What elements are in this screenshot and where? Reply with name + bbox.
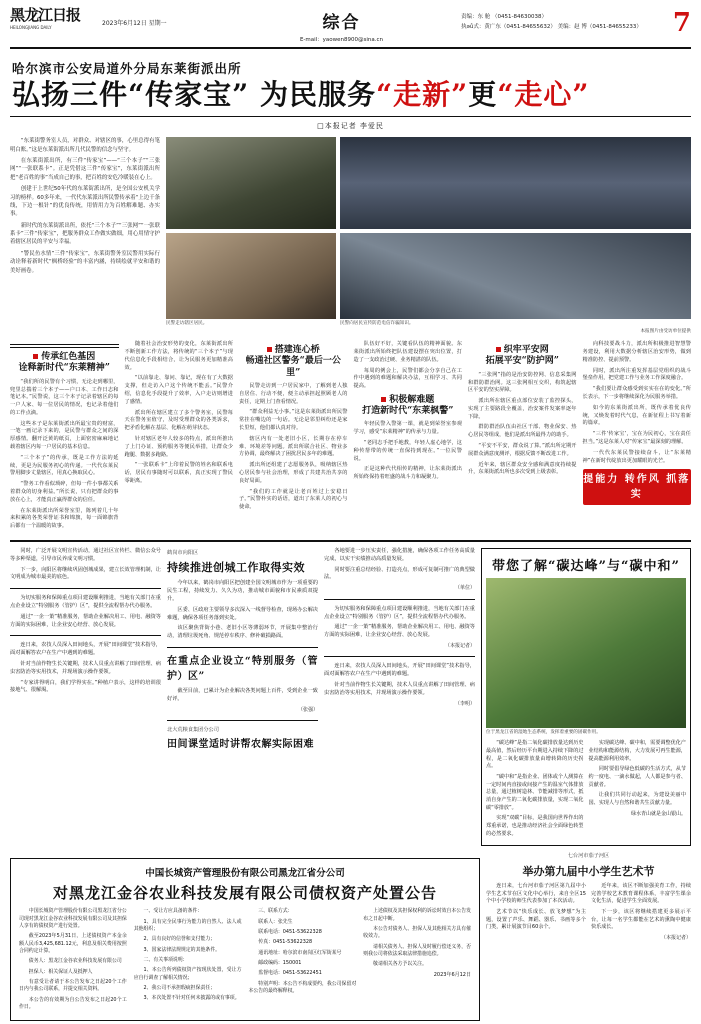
- body-paragraph: 针对辖区老年人较多的特点，派出所推出了上门办证、预约服务等便民举措，让群众少跑腿、数据多跑路。: [124, 435, 233, 458]
- arts-festival-article: [486, 852, 691, 1021]
- body-paragraph: “群众利益无小事。”这是东莱街派出所民警常挂在嘴边的一句话。无论是邻里纠纷还是家长里短，他们都认真对待。: [239, 409, 348, 431]
- notice-paragraph: 三、联系方式：: [258, 908, 293, 915]
- subhead-line-2: 诠释新时代“东莱精神”: [18, 363, 110, 374]
- body-paragraph: 通过“一企一策”精准服务，帮助企业解决用工、用电、融资等方面的实际困难，让企业安心经营、放心发展。: [10, 613, 161, 628]
- arts-column-right: [591, 883, 691, 942]
- notice-paragraph: 债务人：黑龙江金谷农业科技发展有限公司: [28, 958, 122, 965]
- lead-story-columns: [10, 341, 691, 534]
- subhead-line-2: 拓展平安“防护网”: [485, 356, 559, 367]
- body-paragraph: 为切实服务和保障重点项目建设顺利推进，当地有关部门在重点企业设立“特别服务（管护）区”，提供全流程帮办代办服务。: [324, 605, 475, 620]
- body-paragraph: 针对当前作物生长关键期，技术人员重点讲解了田间管理、病虫害防治等实用技术，并现场演示操作要领。: [10, 661, 161, 675]
- body-paragraph: “我们的工作就是让老百姓过上安稳日子。”民警朴实的话语，道出了东莱人的初心与使命。: [239, 488, 348, 511]
- body-paragraph: 派出所在辖区重点部位安装了监控探头，实现了主要路段全覆盖，治安案件发案率逐年下降。: [468, 398, 577, 420]
- body-paragraph: 连日来，七台河市茄子河区第九届中小学生艺术节在区文化中心举行，来自全区15个中小学校的师生代表参加了本次活动。: [486, 883, 586, 905]
- notice-column-1: [19, 908, 127, 1014]
- body-paragraph: 正是这种代代相传的精神，让东莱街派出所始终保持着旺盛的战斗力和凝聚力。: [353, 466, 462, 481]
- photo-wetland: [486, 578, 686, 728]
- body-paragraph: 队伍好不好，关键看队伍的精神面貌。东莱街派出所始终把队伍建设摆在突出位置，打造了一支政治过硬、业务精湛的队伍。: [353, 341, 462, 363]
- subhead-line-1: 传承红色基因: [41, 352, 96, 363]
- notice-paragraph: 特别声明：本公告不构成要约，我公司保留对本公告的最终解释权。: [248, 980, 357, 995]
- body-paragraph: 年轻民警入警第一课，就是到荣誉室参观学习，感受“东莱精神”的传承与力量。: [353, 421, 462, 436]
- story-column-3: [239, 341, 348, 534]
- mid-column-1: [10, 548, 161, 846]
- notice-paragraph: 上述债权及其担保权利的诉讼时效自本公告发布之日起中断。: [363, 908, 471, 922]
- lead-story-text: [10, 137, 160, 327]
- subhead-line-1: 织牢平安网: [503, 345, 549, 356]
- notice-column-4: [363, 908, 471, 1014]
- headline-part-2: 为民服务: [249, 78, 376, 111]
- body-paragraph: 一代代东莱民警接续奋斗，让“东莱精神”在新时代绽放出更加耀眼的光芒。: [582, 449, 691, 464]
- body-paragraph: 这些本子是东莱街派出所最宝贵的财富，一笔一画记录下来的，是民警与群众之间的深厚感情。翻开泛黄的纸页，上面密密麻麻地记载着辖区内每一户居民的基本信息。: [10, 420, 119, 451]
- body-paragraph: “三件‘传家宝’，宝在为民初心，宝在责任担当。”这是东莱人对“传家宝”最深刻的理解。: [582, 431, 691, 445]
- body-paragraph: 每周的例会上，民警们都会分享自己在工作中遇到的难题和解决办法，互相学习、共同提高。: [353, 367, 462, 390]
- headline-divider: [10, 116, 691, 117]
- notice-paragraph: 二、有关事项说明：: [143, 956, 188, 963]
- newspaper-logo: [10, 8, 96, 30]
- article-title-special-service: 在重点企业设立“特别服务（管护）区”: [167, 655, 318, 682]
- story-column-5: [468, 341, 577, 534]
- body-paragraph: 让我们共同行动起来，为建设美丽中国、实现人与自然和谐共生贡献力量。: [588, 792, 686, 806]
- notice-paragraph: 通讯地址：哈尔滨市南岗区红军街某号: [258, 949, 342, 956]
- section-divider: [10, 540, 691, 542]
- body-paragraph: 在东莱街派出所荣誉室里，陈列着几十年来积累的各类荣誉证书和锦旗，每一面锦旗背后都有一个温暖的故事。: [10, 507, 119, 530]
- body-paragraph: “老同志手把手地教，年轻人虚心地学，这种传帮带的传统一直保持到现在。”一位民警说。: [353, 440, 462, 462]
- logo-english-title: HEILONGJIANG DAILY: [10, 25, 52, 30]
- subhead-3: [354, 395, 463, 418]
- lead-paragraph: “警民鱼水情”三件“传家宝”，东莱街警务室民警用实际行动诠释着新时代“枫桥经验”的丰富内涵，持续绘就平安和谐的美好画卷。: [10, 250, 160, 274]
- notice-paragraph: 传真：0451-53622328: [258, 939, 313, 946]
- column-rule: [10, 344, 119, 348]
- story-column-4: [354, 341, 463, 534]
- article-tag-heilongjiang: 鹤岗市向阳区: [167, 550, 199, 557]
- notice-paragraph: 敬请相关各方予以关注。: [373, 961, 427, 968]
- body-paragraph: “以前靠走、靠问、靠记，现在有了大数据支撑，但走访入户这个传统不能丢。”民警介绍，信息化手段提升了效率，入户走访则增进了感情。: [124, 375, 233, 405]
- notice-paragraph: 担保人：相关保证人及抵押人: [28, 968, 93, 975]
- arts-festival-title: 举办第九届中小学生艺术节: [522, 865, 655, 879]
- notice-paragraph: 中国长城资产管理股份有限公司黑龙江省分公司现对黑龙江金谷农业科技发展有限公司及其担保人享有的债权资产进行处置。: [19, 908, 127, 929]
- notice-columns: [19, 908, 471, 1014]
- body-paragraph: 随着社会治安形势的变化，东莱街派出所不断创新工作方法，将传统的“三个本子”与现代信息化手段相结合，让为民服务更加精准高效。: [124, 341, 233, 371]
- body-paragraph: “三个本子”的传承，既是工作方法的延续，更是为民服务初心的传递。一代代东莱民警用脚步丈量辖区，用真心换取民心。: [10, 454, 119, 477]
- article-signature: （本报记者）: [444, 642, 475, 649]
- lead-headline: [12, 79, 691, 110]
- article-signature: （李明）: [454, 700, 475, 707]
- mid-column-2: [167, 548, 318, 846]
- notice-company: 中国长城资产管理股份有限公司黑龙江省分公司: [145, 868, 345, 880]
- headline-red-1: “走新”: [375, 78, 469, 111]
- notice-paragraph: 邮政编码：150001: [258, 959, 302, 966]
- article-divider: [324, 656, 475, 657]
- body-paragraph: “专家讲得明白，我们学得实在。”种植户表示，这样的培训很接地气、很解渴。: [10, 679, 161, 694]
- logo-chinese-title: 黑龙江日报: [10, 6, 81, 24]
- notice-paragraph: 2、具有良好的信誉和支付能力；: [143, 936, 216, 943]
- feature-box-carbon: [481, 548, 691, 846]
- body-paragraph: “碳达峰”是指二氧化碳排放量达到历史最高值，然后经历平台期进入持续下降的过程，是二氧化碳排放量由增转降的历史拐点。: [486, 740, 584, 770]
- body-paragraph: 如今的东莱街派出所，既传承着优良传统，又焕发着时代气息，在新征程上书写着新的篇章。: [582, 404, 691, 427]
- notice-paragraph: 联系电话：0451-53622328: [258, 928, 322, 935]
- body-paragraph: 民警走访到一户居民家中，了解到老人独自居住、行动不便，便主动承担起照顾老人的责任，定期上门查看情况。: [239, 382, 348, 405]
- body-paragraph: 通过“一企一策”精准服务，帮助企业解决用工、用电、融资等方面的实际困难，让企业安心经营、放心发展。: [324, 624, 475, 639]
- body-paragraph: 派出所还组建了志愿服务队，吸纳辖区热心居民参与社会治理，形成了共建共治共享的良好局面。: [239, 462, 348, 484]
- body-paragraph: “警务工作看似琐碎，但每一件小事都关系着群众的切身利益。”所长说，只有把群众的事放在心上，才能真正赢得群众的信任。: [10, 481, 119, 503]
- legal-notice: [10, 858, 480, 1021]
- arts-column-left: [486, 883, 586, 942]
- notice-paragraph: 截至2023年5月31日，上述债权资产本金余额人民币3,425,681.12元，利息及相关费用按照合同约定计算。: [19, 933, 127, 954]
- notice-column-3: [249, 908, 357, 1014]
- body-paragraph: 同时，派出所注重发挥基层党组织的战斗堡垒作用，把党建工作与业务工作深度融合。: [582, 367, 691, 382]
- headline-quote-1: “传家宝”: [128, 78, 250, 111]
- notice-paragraph: 监督电话：0451-53622451: [258, 970, 322, 977]
- lead-paragraph: 在东莱街派出所，有三件“传家宝”——“三个本子”“三张网”“一张联系卡”。正是凭借这三件“传家宝”，东莱街派出所把“老百姓的事”当成自己的事，把百姓的安危冷暖装在心上。: [10, 158, 160, 181]
- body-paragraph: “碳中和”是指企业、团体或个人测算在一定时间内直接或间接产生的温室气体排放总量，通过植树造林、节能减排等形式，抵消自身产生的二氧化碳排放量，实现二氧化碳“零排放”。: [486, 774, 584, 811]
- subhead-marker-icon: [381, 397, 386, 402]
- feature-column-right: [589, 740, 687, 841]
- body-paragraph: “我们所的民警有个习惯，无论走到哪里，兜里总揣着三个本子——户口本、工作日志和笔记本。”民警说，这三个本子记录着辖区的每一户人家、每一位居民的情况，也记录着他们的工作点滴。: [10, 378, 119, 416]
- body-paragraph: 下一步，该区将继续搭建更多展示平台，让每一名学生都能在艺术的熏陶中健康快乐成长。: [591, 909, 691, 931]
- lead-photo-grid: [166, 137, 691, 327]
- story-column-2: [125, 341, 234, 534]
- subhead-4: [468, 345, 577, 368]
- article-signature: （张强）: [297, 706, 318, 713]
- headline-red-2: “走心”: [497, 78, 590, 111]
- section-name: 综合: [322, 13, 361, 33]
- article-title-field-class: 田间课堂适时讲帮农解实际困难: [167, 738, 314, 750]
- body-paragraph: 同时要注重总结经验、打造亮点，形成可复制可推广的典型做法。: [324, 566, 475, 581]
- notice-paragraph: 1、具有完全民事行为能力的自然人、法人或其他组织；: [133, 918, 242, 932]
- body-paragraph: 辖区内有一处老旧小区，长期存在停车难、环境差等问题。派出所联合社区、物业多方协调，最终解决了困扰居民多年的难题。: [239, 435, 348, 458]
- subhead-line-1: 搭建连心桥: [274, 345, 320, 356]
- body-paragraph: “平安不平安，群众说了算。”派出所定期开展群众满意度测评，根据反馈不断改进工作。: [468, 443, 577, 457]
- headline-part-1: 弘扬三件: [12, 78, 129, 111]
- campaign-banner: 提能力 转作风 抓落实: [583, 469, 692, 505]
- body-paragraph: 连日来，农技人员深入田间地头，开展“田间课堂”技术指导，面对面解答农户在生产中遇到的难题。: [324, 663, 475, 678]
- body-paragraph: “三张网”指的是治安防控网、信息采集网和群防群治网。这三张网相互交织，构筑起辖区平安的坚实屏障。: [468, 371, 577, 394]
- feature-text: [486, 740, 686, 841]
- story-column-6: [583, 341, 692, 534]
- notice-column-2: [134, 908, 242, 1014]
- body-paragraph: 下一步，向阳区将继续巩固创城成果，建立长效管理机制，让文明成为城市最美的底色。: [10, 566, 161, 581]
- contact-line-2: 执әǚ式：黄广东（0451-84655632） 美编：赵 博（0451-84655233）: [461, 24, 642, 31]
- article-signature: （单位）: [454, 585, 475, 592]
- headline-part-3: 更: [468, 78, 498, 111]
- notice-paragraph: 一、受让方应具备的条件：: [143, 908, 203, 915]
- subhead-line-1: 积极解难题: [389, 394, 435, 405]
- photo-community-meeting: [340, 233, 691, 319]
- body-paragraph: 今年以来，鹤岗市向阳区把创建全国文明城市作为一项重要的民生工程，持续发力、久久为功，推动城市面貌和市民素质双提升。: [167, 580, 318, 602]
- legal-notice-block: [10, 852, 480, 1021]
- section-header: [222, 8, 461, 43]
- body-paragraph: 近年来，辖区群众安全感和满意度持续提升，东莱街派出所也多次受到上级表彰。: [468, 461, 577, 476]
- photo-credit: 本报图片由受访单位提供: [640, 328, 691, 334]
- subhead-line-2: 打造新时代“东莱枫警”: [362, 406, 454, 417]
- lead-paragraph: 创建于上世纪50年代的东莱街派出所，是全国公安机关学习的榜样。60多年来，一代代东莱派出所民警传承着“上边千条线，下边一根针”的优良传统，用情用力为百姓解难题、办实事。: [10, 186, 160, 218]
- lead-paragraph: 新时代的东莱街派出所，依托“三个本子”“三张网”“一张联系卡”三件“传家宝”，把服务群众工作做实做细，用心用情守护着辖区居民的平安与幸福。: [10, 222, 160, 246]
- story-column-1: [10, 341, 119, 534]
- body-paragraph: 实现“双碳”目标，是我国向世界作出的郑重承诺，也是推动经济社会全面绿色转型的必然要求。: [486, 815, 584, 837]
- notice-paragraph: 本公告的有效期为自公告发布之日起20个工作日。: [19, 996, 127, 1011]
- article-divider: [167, 647, 318, 648]
- notice-title: 对黑龙江金谷农业科技发展有限公司债权资产处置公告: [52, 884, 437, 903]
- body-paragraph: “我们要让群众感受到实实在在的变化。”所长表示，下一步将继续深化为民服务举措。: [582, 386, 691, 400]
- feature-photo-caption: 位于黑龙江省的湿地生态系统，发挥着重要的固碳作用。: [486, 730, 601, 736]
- body-paragraph: 艺术节以“快乐成长、放飞梦想”为主题，设置了声乐、舞蹈、器乐、书画等多个门类，累计展演节目60余个。: [486, 909, 586, 931]
- subhead-marker-icon: [33, 354, 38, 359]
- photo-row-bottom: [166, 233, 691, 327]
- subhead-marker-icon: [496, 347, 501, 352]
- body-paragraph: 派出所在辖区建立了多个警务室，民警每天在警务室值守，及时受理群众的各类诉求，把矛盾化解在基层、化解在萌芽状态。: [124, 409, 233, 432]
- notice-paragraph: 请相关债务人、担保人及时履行偿还义务，否则我公司将依法采取法律措施追偿。: [363, 943, 471, 957]
- notice-paragraph: 有意受让者请于本公告发布之日起20个工作日内与我公司联系，并提交相关资料。: [19, 979, 127, 993]
- photo-police-visit: [166, 137, 336, 229]
- masthead: [10, 8, 691, 49]
- body-paragraph: 截至目前，已累计为企业解决各类问题上百件，受到企业一致好评。: [167, 687, 318, 702]
- body-paragraph: 连日来，农技人员深入田间地头，开展“田间课堂”技术指导，面对面解答农户在生产中遇到的难题。: [10, 642, 161, 657]
- section-email: E-mail：yaowen8900@sina.cn: [299, 37, 384, 43]
- lead-kicker: 哈尔滨市公安局道外分局东莱街派出所: [12, 61, 242, 76]
- subhead-marker-icon: [267, 347, 272, 352]
- body-paragraph: 群防群治队伍由社区干部、物业保安、热心居民等组成，他们是派出所最得力的助手。: [468, 424, 577, 439]
- body-paragraph: 区委、区政府主要领导多次深入一线督导检查，现场办公解决难题，确保各项任务落到实处。: [167, 606, 318, 621]
- article-tag-qitaihe: 七台河市茄子河区: [567, 853, 610, 860]
- contact-line-1: 责编：东 舱 （0451-84630038）: [461, 14, 547, 20]
- body-paragraph: “一张联系卡”上印着民警的姓名和联系电话，居民有事随时可以联系，真正实现了警民零距离。: [124, 462, 233, 484]
- bottom-section: [10, 852, 691, 1021]
- notice-paragraph: 联系人：张先生: [258, 918, 293, 925]
- subhead-1: [10, 352, 119, 375]
- lead-byline: □本报记者 李爱民: [317, 122, 384, 131]
- feature-title: 带您了解“碳达峰”与“碳中和”: [492, 559, 680, 575]
- notice-paragraph: 本公告对债务人、担保人及其他相关方具有催收效力。: [363, 925, 471, 940]
- mid-section: [10, 548, 691, 846]
- body-paragraph: 实现碳达峰、碳中和，需要调整优化产业结构和能源结构，大力发展可再生能源，提高能源利用效率。: [588, 740, 686, 762]
- article-divider: [10, 588, 161, 589]
- article-divider: [324, 599, 475, 600]
- body-paragraph: 针对当前作物生长关键期，技术人员重点讲解了田间管理、病虫害防治等实用技术，并现场演示操作要领。: [324, 682, 475, 696]
- photo-caption-2: 民警向居民宣传防范电信诈骗知识。: [340, 321, 414, 327]
- notice-paragraph: 3、本次处置不针对任何未披露的或有事项。: [143, 995, 240, 1002]
- body-paragraph: 同时要倡导绿色低碳的生活方式，从节约一度电、一滴水做起，人人都是参与者、贡献者。: [588, 766, 686, 788]
- lead-paragraph: “东莱街警务室人员，对群众、对辖区的事，心里总得有笔明白账。”这是东莱街派出所几代民警的信念与坚守。: [10, 138, 160, 153]
- article-tag-beidahuang: 北大荒粮食集团分公司: [167, 727, 219, 734]
- notice-date: 2023年6月12日: [433, 971, 471, 978]
- body-paragraph: 同时，广泛开展文明宣传活动，通过社区宣传栏、微信公众号等多种渠道，引导市民养成文明习惯。: [10, 548, 161, 562]
- notice-paragraph: 3、国家法律法规规定的其他条件。: [143, 946, 221, 953]
- article-title-chengcheng: 持续推进创城工作取得实效: [167, 560, 305, 574]
- photo-caption-1: 民警走访辖区居民。: [166, 321, 208, 327]
- subhead-2: [239, 345, 348, 379]
- article-divider: [10, 635, 161, 636]
- feature-column-left: [486, 740, 584, 841]
- body-paragraph: 向科技要战斗力，派出所积极推进智慧警务建设，利用大数据分析辖区治安形势，做到精准防控、提前预警。: [582, 341, 691, 363]
- feature-caption: 绿水青山就是金山银山。: [630, 810, 686, 817]
- body-paragraph: 近年来，该区不断加强美育工作，持续完善学校艺术教育课程体系，丰富学生课余文化生活，促进学生全面发展。: [591, 883, 691, 905]
- article-signature: （本报记者）: [660, 935, 691, 941]
- page-number: 7: [672, 8, 691, 38]
- publication-date: 2023年6月12日 星期一: [102, 20, 167, 27]
- photo-cell-right: [340, 233, 691, 327]
- body-paragraph: 各地要进一步压实责任，强化措施，确保各项工作任务高质量完成，以实干实绩推动高质量发展。: [324, 548, 475, 562]
- lead-story-block: [10, 137, 691, 327]
- body-paragraph: 为切实服务和保障重点项目建设顺利推进，当地有关部门在重点企业设立“特别服务（管护）区”，提供全流程帮办代办服务。: [10, 595, 161, 610]
- photo-row-top: [166, 137, 691, 229]
- arts-festival-body: [486, 883, 691, 942]
- article-divider: [167, 720, 318, 721]
- subhead-line-2: 畅通社区警务“最后一公里”: [245, 356, 341, 378]
- photo-street-patrol: [340, 137, 691, 229]
- notice-paragraph: 2、我公司不承担瑕疵担保责任；: [143, 985, 216, 992]
- mid-column-3: [324, 548, 475, 846]
- editorial-contacts: [461, 8, 651, 33]
- photo-cell-left: [166, 233, 336, 327]
- notice-paragraph: 1、本公告所列债权资产按现状处置，受让方应自行调查了解相关情况；: [133, 967, 242, 981]
- photo-honor-room: [166, 233, 336, 319]
- body-paragraph: 该区聚焦背街小巷、老旧小区等薄弱环节，开展集中整治行动，清理垃圾死角、规范停车秩序、修补破损路面。: [167, 625, 318, 640]
